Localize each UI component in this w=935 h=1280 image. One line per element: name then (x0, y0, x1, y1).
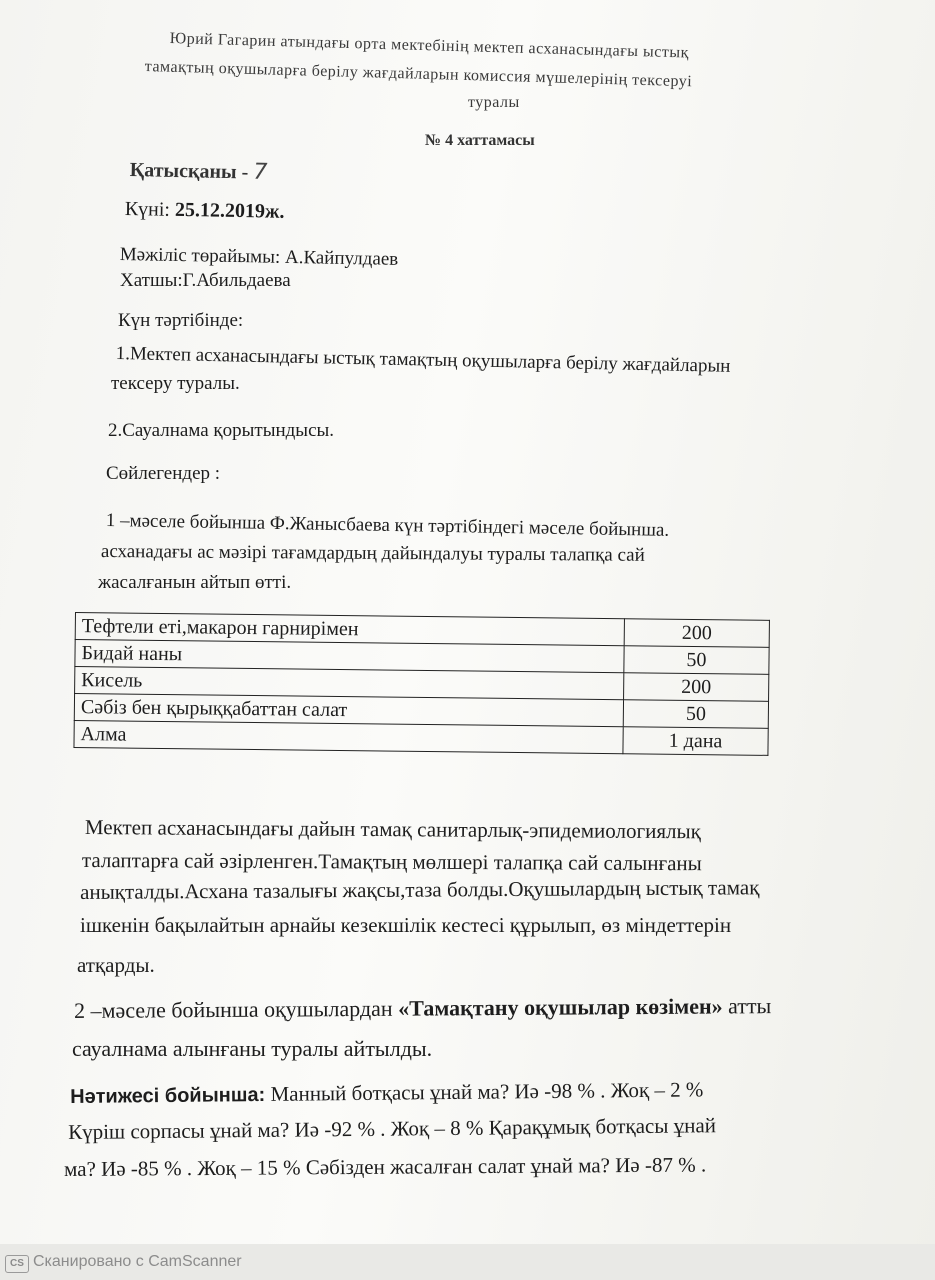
participants-handwritten-value: 7 (253, 159, 268, 185)
date-line (125, 198, 285, 224)
issue-2-suffix: атты (722, 993, 772, 1019)
issue-2-line-2: сауалнама алынғаны туралы айтылды. (72, 1036, 433, 1061)
results-line-1 (70, 1077, 703, 1109)
conclusion-line-1: Мектеп асханасындағы дайын тамақ санитарлық-эпидемиологиялық (84, 815, 701, 844)
participants-line (129, 157, 267, 185)
results-line-3: ма? Иә -85 % . Жоқ – 15 % Сәбізден жасалған салат ұнай ма? Иә -87 % . (64, 1152, 707, 1181)
document-title-line-3: туралы (468, 94, 520, 111)
issue-1-line-3: жасалғанын айтып өтті. (98, 572, 292, 593)
secretary-line: Хатшы:Г.Абильдаева (120, 270, 291, 291)
agenda-item-1-line-2: тексеру туралы. (111, 373, 240, 394)
agenda-item-2: 2.Сауалнама қорытындысы. (108, 420, 335, 441)
document-title-line-1: Юрий Гагарин атындағы орта мектебінің мектеп асханасындағы ыстық (169, 30, 690, 62)
issue-1-line-2: асханадағы ас мәзірі тағамдардың дайындалуы туралы талапқа сай (100, 541, 645, 566)
conclusion-line-4: ішкенін бақылайтын арнайы кезекшілік кестесі құрылып, өз міндеттерін (80, 913, 732, 937)
agenda-item-1-line-1: 1.Мектеп асханасындағы ыстық тамақтың оқушыларға берілу жағдайларын (115, 343, 731, 377)
results-line-1-text: Манный ботқасы ұнай ма? Иә -98 % . Жоқ – 2 % (265, 1077, 704, 1106)
menu-dish-cell: Тефтели еті,макарон гарнирімен (75, 613, 624, 646)
menu-dish-cell: Сәбіз бен қырыққабаттан салат (74, 694, 623, 727)
menu-qty-cell: 200 (624, 673, 769, 702)
menu-qty-cell: 200 (624, 619, 769, 648)
camscanner-logo-icon: CS (5, 1255, 29, 1273)
menu-dish-cell: Алма (74, 720, 623, 753)
chair-line: Мәжіліс төрайымы: А.Кайпулдаев (119, 244, 399, 270)
participants-label: Қатысқаны - (129, 158, 254, 184)
issue-2-line-1 (74, 993, 771, 1024)
menu-dish-cell: Бидай наны (75, 640, 624, 673)
conclusion-line-2: талаптарға сай әзірленген.Тамақтың мөлшері талапқа сай салынғаны (81, 848, 702, 876)
date-value: 25.12.2019ж. (174, 198, 285, 223)
menu-qty-cell: 1 дана (623, 727, 768, 756)
menu-qty-cell: 50 (623, 700, 768, 729)
issue-1-line-1: 1 –мәселе бойынша Ф.Жанысбаева күн тәртібіндегі мәселе бойынша. (105, 510, 670, 541)
issue-2-prefix: 2 –мәселе бойынша оқушылардан (74, 995, 399, 1023)
results-line-2: Күріш сорпасы ұнай ма? Иә -92 % . Жоқ – 8 % Қарақұмық ботқасы ұнай (68, 1113, 717, 1144)
camscanner-footer (0, 1244, 935, 1280)
conclusion-line-5: атқарды. (77, 953, 155, 977)
menu-table (73, 612, 769, 756)
menu-dish-cell: Кисель (75, 667, 624, 700)
menu-qty-cell: 50 (624, 646, 769, 675)
agenda-heading: Күн тәртібінде: (118, 310, 244, 331)
speakers-heading: Сөйлегендер : (106, 463, 221, 484)
date-label: Күні: (124, 198, 176, 221)
conclusion-line-3: анықталды.Асхана тазалығы жақсы,таза болды.Оқушылардың ыстық тамақ (80, 875, 760, 904)
results-label: Нәтижесі бойынша: (70, 1083, 266, 1108)
survey-title: «Тамақтану оқушылар көзімен» (398, 993, 723, 1021)
camscanner-watermark-text: Сканировано с CamScanner (33, 1253, 242, 1270)
protocol-number: № 4 хаттамасы (425, 132, 535, 149)
document-title-line-2: тамақтың оқушыларға берілу жағдайларын комиссия мүшелерінің тексеруі (144, 58, 693, 91)
